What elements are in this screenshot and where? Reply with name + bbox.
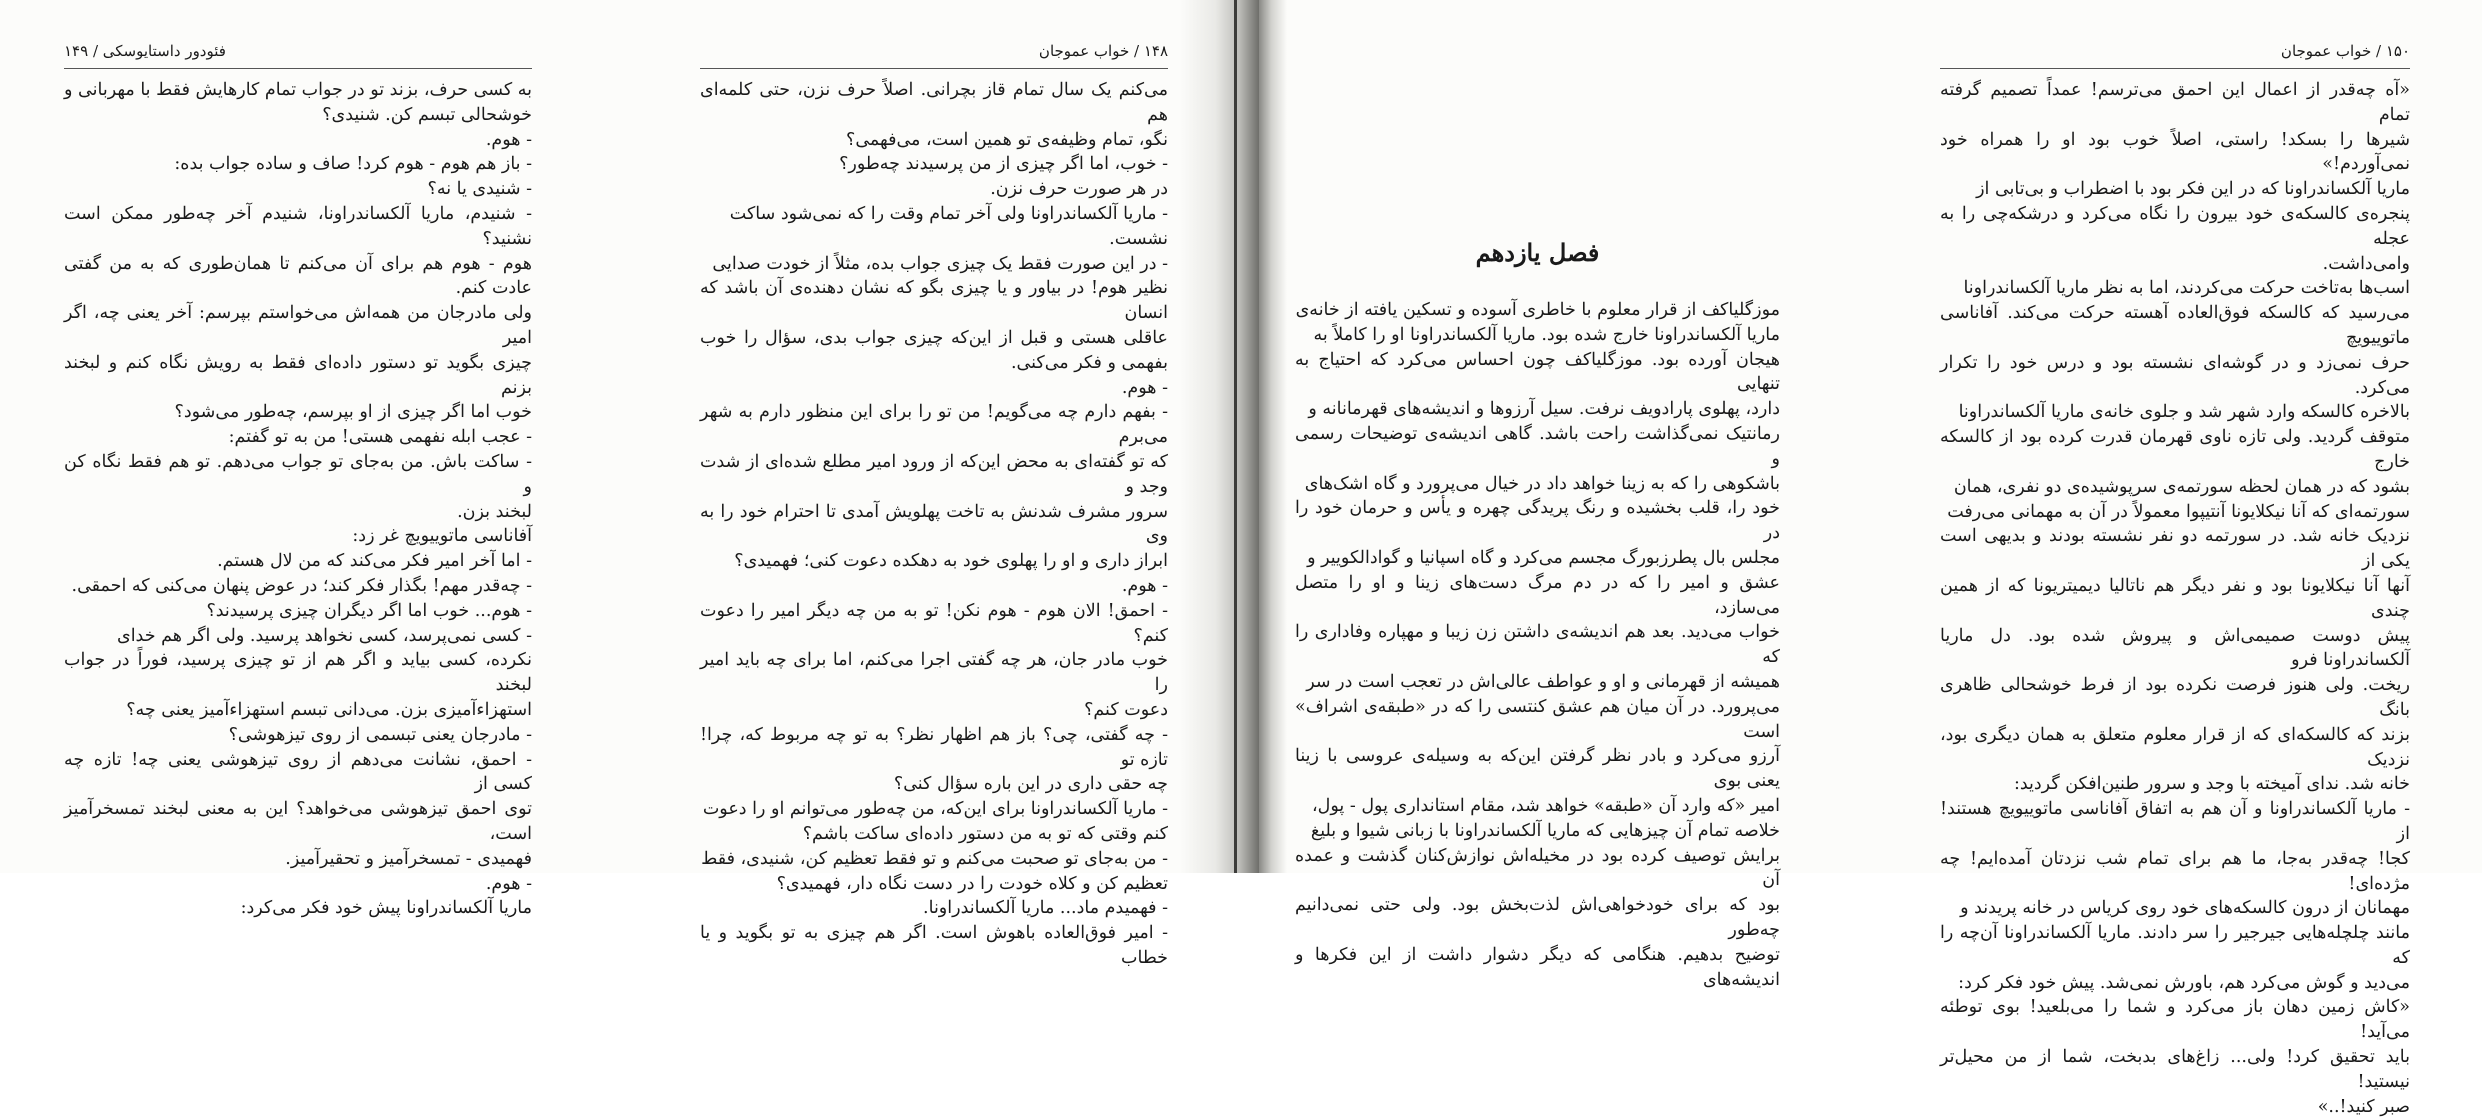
text-line: هوم - هوم هم برای آن می‌کنم تا همان‌طوری که به من گفتی عادت کنم.: [64, 253, 532, 299]
text-line: ماریا آلکساندراونا که در این فکر بود با اضطراب و بی‌تابی از: [1976, 179, 2410, 200]
text-line: - چه‌قدر مهم! بگذار فکر کند؛ در عوض پنهان می‌کنی که احمقی.: [71, 575, 532, 596]
text-line: مهمانان از درون کالسکه‌های خود روی کریاس در خانه پریدند و: [1960, 898, 2410, 919]
text-line: - هوم.: [485, 129, 532, 150]
text-line: آرزو می‌کرد و بادر نظر گرفتن این‌که به وسیله‌ی عروسی با زینا یعنی بوی: [1295, 746, 1780, 792]
text-line: در هر صورت حرف نزن.: [990, 179, 1168, 200]
text-line: - شنیدی یا نه؟: [427, 179, 532, 200]
text-line: خواب می‌دید. بعد هم اندیشه‌ی داشتن زن زیبا و مهپاره وفاداری را که: [1295, 622, 1780, 668]
text-line: نگو، تمام وظیفه‌ی تو همین است، می‌فهمی؟: [846, 129, 1168, 150]
page-gutter-shadow-right: [1259, 0, 1287, 873]
text-line: استهزاءآمیزی بزن. می‌دانی تبسم استهزاءآمیز یعنی چه؟: [126, 699, 532, 720]
text-line: - مادرجان یعنی تبسمی از روی تیزهوشی؟: [228, 724, 532, 745]
text-line: - ساکت باش. من به‌جای تو جواب می‌دهم. تو هم فقط نگاه کن و: [64, 451, 532, 497]
text-line: آفاناسی ماتوییویچ غر زد:: [352, 526, 532, 547]
text-line: می‌دید و گوش می‌کرد هم، باورش نمی‌شد. پیش خود فکر کرد:: [1958, 972, 2410, 993]
text-line: نکرده، کسی بیاید و اگر هم از تو چیزی پرسید، فوراً در جواب لبخند: [64, 650, 532, 696]
text-line: بشود که در همان لحظه سورتمه‌ی سرپوشیده‌ی دو نفری، همان: [1953, 476, 2410, 497]
text-line: ریخت. ولی هنوز فرصت نکرده بود از فرط خوشحالی ظاهری بانگ: [1940, 675, 2410, 720]
text-line: باشکوهی را که به زینا خواهد داد در خیال می‌پرورد و گاه اشک‌های: [1304, 473, 1780, 494]
text-line: سرور مشرف شدنش به تاخت پهلویش آمدی تا احترام خود را به وی: [700, 501, 1168, 547]
page-header: [1940, 38, 2410, 69]
text-line: - خوب، اما اگر چیزی از من پرسیدند چه‌طور؟: [839, 154, 1168, 175]
text-line: نظیر هوم! در بیاور و یا چیزی بگو که نشان دهنده‌ی آن باشد که انسان: [700, 278, 1168, 324]
text-line: - چه گفتی، چی؟ باز هم اظهار نظر؟ به تو چه مربوط که، چرا! تازه تو: [700, 724, 1168, 770]
page-gutter-shadow-left: [1180, 0, 1259, 873]
text-line: بزند که کالسکه‌ای که از قرار معلوم متعلق به همان دیگری بود، نزدیک: [1940, 724, 2410, 770]
text-line: پنجره‌ی کالسکه‌ی خود بیرون را نگاه می‌کرد و درشکه‌چی را به عجله: [1940, 203, 2410, 249]
text-line: برایش توصیف کرده بود در مخیله‌اش نوازش‌کنان گذشت و عمده آن: [1295, 845, 1780, 891]
text-line: ولی مادرجان من همه‌اش می‌خواستم بپرسم: آخر یعنی چه، اگر امیر: [64, 303, 532, 348]
text-line: خلاصه تمام آن چیزهایی که ماریا آلکساندراونا با زبانی شیوا و بلیغ: [1310, 820, 1780, 841]
text-line: - هوم.: [1121, 377, 1168, 398]
text-line: - هوم.: [1121, 575, 1168, 596]
chapter-page: [1295, 38, 1780, 990]
text-line: سورتمه‌ای که آنا نیکلایونا آنتیپوا معمولاً در آن به مهمانی می‌رفت: [1947, 501, 2410, 522]
text-line: ابراز داری و او را پهلوی خود به دهکده دعوت کنی؛ فهمیدی؟: [734, 551, 1168, 572]
text-line: که تو گفته‌ای به محض این‌که از ورود امیر مطلع شده‌ای از شدت وجد و: [700, 451, 1168, 497]
text-line: آنها آنا نیکلایونا بود و نفر دیگر هم ناتالیا دیمیتریونا که از همین چندی: [1940, 575, 2410, 621]
text-line: - امیر فوق‌العاده باهوش است. اگر هم چیزی به تو بگوید و یا خطاب: [700, 923, 1168, 968]
text-line: تعظیم کن و کلاه خودت را در دست نگاه دار، فهمیدی؟: [776, 873, 1168, 894]
text-line: - فهمیدم ماد... ماریا آلکساندراونا.: [923, 898, 1168, 919]
text-line: مجلس بال پطرزبورگ مجسم می‌کرد و گاه اسپانیا و گوادالکوییر و: [1307, 547, 1780, 568]
text-line: دارد، پهلوی پارادویف نرفت. سیل آرزوها و اندیشه‌های قهرمانانه و: [1308, 399, 1780, 420]
text-line: پیش دوست صمیمی‌اش و پیروش شده بود. دل ماریا آلکساندراونا فرو: [1940, 625, 2410, 671]
text-line: باید تحقیق کرد! ولی... زاغ‌های بدبخت، شما از من محیل‌تر نیستید!: [1940, 1047, 2410, 1092]
text-line: چیزی بگوید تو دستور داده‌ای فقط به رویش نگاه کنم و لبخند بزنم: [64, 352, 532, 398]
running-header: فئودور داستایوسکی / ۱۴۹: [64, 42, 226, 60]
text-line: - هوم... خوب اما اگر دیگران چیزی پرسیدند؟: [206, 600, 532, 621]
text-line: لبخند بزن.: [457, 501, 532, 522]
text-line: خوب اما اگر چیزی از او بپرسم، چه‌طور می‌شود؟: [174, 402, 532, 423]
text-line: می‌پرورد. در آن میان هم عشق کنتسی را که در «طبقه‌ی اشراف» است: [1295, 696, 1780, 742]
page-149: [64, 38, 532, 919]
text-line: اسب‌ها به‌تاخت حرکت می‌کردند، اما به نظر ماریا آلکساندراونا: [1963, 278, 2410, 299]
text-line: - احمق، نشانت می‌دهم از روی تیزهوشی یعنی چه! تازه چه کسی از: [64, 749, 532, 795]
text-line: هیجان آورده بود. موزگلیاکف چون احساس می‌کرد که احتیاج به تنهایی: [1295, 349, 1780, 395]
text-line: عشق و امیر را که در دم مرگ دست‌های زینا و او را متصل می‌سازد،: [1295, 572, 1780, 618]
text-line: - در این صورت فقط یک چیزی جواب بده، مثلاً از خودت صدایی: [712, 253, 1168, 274]
text-line: چه حقی داری در این باره سؤال کنی؟: [893, 774, 1168, 795]
page-text: [1940, 78, 2410, 1119]
text-line: متوقف گردید. ولی تازه ناوی قهرمان قدرت کرده بود از کالسکه خارج: [1940, 427, 2410, 472]
running-header: ۱۵۰ / خواب عموجان: [2280, 42, 2410, 60]
text-line: خوب مادر جان، هر چه گفتی اجرا می‌کنم، اما برای چه باید امیر را: [700, 650, 1168, 696]
text-line: خانه شد. ندای آمیخته با وجد و سرور طنین‌افکن گردید:: [2013, 774, 2410, 795]
text-line: کجا! چه‌قدر به‌جا، ما هم برای تمام شب نزدتان آمده‌ایم! چه مژده‌ای!: [1940, 848, 2410, 894]
text-line: توضیح بدهیم. هنگامی که دیگر دشوار داشت از این فکرها و اندیشه‌های: [1295, 944, 1780, 990]
page-text: [1295, 298, 1780, 992]
text-line: «آه چه‌قدر از اعمال این احمق می‌ترسم! عمداً تصمیم گرفته تمام: [1940, 80, 2410, 125]
text-line: - هوم.: [485, 873, 532, 894]
page-text: [700, 78, 1168, 971]
text-line: - بفهم دارم چه می‌گویم! من تو را برای این منظور دارم به شهر می‌برم: [700, 402, 1168, 448]
text-line: - ماریا آلکساندراونا برای این‌که، من چه‌طور می‌توانم او را دعوت: [702, 799, 1168, 820]
text-line: کنم وقتی که تو به من دستور داده‌ای ساکت باشم؟: [802, 823, 1168, 844]
text-line: مانند چلچله‌هایی جیرجیر را سر دادند. ماریا آلکساندراونا آن‌چه را که: [1940, 923, 2410, 968]
text-line: - ماریا آلکساندراونا و آن هم به اتفاق آفاناسی ماتوییویچ هستند! از: [1940, 799, 2410, 844]
running-header: ۱۴۸ / خواب عموجان: [1038, 42, 1168, 60]
text-line: - شنیدم، ماریا آلکساندراونا، شنیدم آخر چه‌طور ممکن است نشنید؟: [64, 203, 532, 249]
text-line: - اما آخر امیر فکر می‌کند که من لال هستم.: [217, 551, 532, 572]
text-line: ماریا آلکساندراونا خارج شده بود. ماریا آلکساندراونا او را کاملاً به: [1313, 324, 1780, 345]
page-text: [64, 78, 532, 921]
text-line: - احمق! الان هوم - هوم نکن! تو به من چه دیگر امیر را دعوت کنم؟: [700, 600, 1168, 646]
text-line: وامی‌داشت.: [2322, 253, 2410, 274]
text-line: صبر کنید!..»: [2317, 1096, 2410, 1117]
page-148: [700, 38, 1168, 968]
text-line: - ماریا آلکساندراونا ولی آخر تمام وقت را که نمی‌شود ساکت: [729, 203, 1168, 224]
text-line: عاقلی هستی و قبل از این‌که چیزی جواب بدی، سؤال را خوب بفهمی و فکر می‌کنی.: [700, 327, 1168, 373]
text-line: شیرها را بسکد! راستی، اصلاً خوب بود او را همراه خود نمی‌آوردم!»: [1940, 129, 2410, 175]
text-line: - کسی نمی‌پرسد، کسی نخواهد پرسید. ولی اگر هم خدای: [117, 625, 532, 646]
text-line: می‌کنم یک سال تمام قاز بچرانی. اصلاً حرف نزن، حتی کلمه‌ای هم: [700, 80, 1168, 125]
page-header: [64, 38, 532, 69]
text-line: همیشه از قهرمانی و او و عواطف عالی‌اش در تعجب است در سر: [1306, 671, 1780, 692]
text-line: خود را، قلب بخشیده و رنگ پریدگی چهره و یأس و حرمان خود را در: [1295, 498, 1780, 544]
page-150: [1940, 38, 2410, 1117]
spread-divider: [1234, 0, 1237, 873]
text-line: رمانتیک نمی‌گذاشت راحت باشد. گاهی اندیشه‌ی توضیحات رسمی و: [1295, 423, 1780, 469]
text-line: موزگلیاکف از قرار معلوم با خاطری آسوده و تسکین یافته از خانه‌ی: [1295, 300, 1780, 320]
text-line: نشست.: [1109, 228, 1168, 249]
text-line: امیر «که وارد آن «طبقه» خواهد شد، مقام استانداری پول - پول،: [1312, 795, 1780, 816]
page-header: [700, 38, 1168, 69]
text-line: ماریا آلکساندراونا پیش خود فکر می‌کرد:: [240, 898, 532, 919]
text-line: حرف نمی‌زد و در گوشه‌ای نشسته بود و درس خود را تکرار می‌کرد.: [1940, 352, 2410, 398]
text-line: بود که برای خودخواهی‌اش لذت‌بخش بود. ولی حتی نمی‌دانیم چه‌طور: [1295, 895, 1780, 940]
text-line: به کسی حرف، بزند تو در جواب تمام کارهایش فقط با مهربانی و: [64, 80, 532, 100]
text-line: - عجب ابله نفهمی هستی! من به تو گفتم:: [228, 427, 532, 448]
text-line: می‌رسید که کالسکه فوق‌العاده آهسته حرکت می‌کند. آفاناسی ماتوییویچ: [1940, 303, 2410, 348]
text-line: توی احمق تیزهوشی می‌خواهد؟ این به معنی لبخند تمسخرآمیز است،: [64, 799, 532, 844]
chapter-title: فصل یازدهم: [1475, 238, 1600, 267]
text-line: نزدیک خانه شد. در سورتمه دو نفر نشسته بودند و بدیهی است یکی از: [1940, 526, 2410, 572]
text-line: - من به‌جای تو صحبت می‌کنم و تو فقط تعظیم کن، شنیدی، فقط: [701, 848, 1168, 869]
text-line: - باز هم هوم - هوم کرد! صاف و ساده جواب بده:: [174, 154, 532, 175]
text-line: خوشحالی تبسم کن. شنیدی؟: [322, 104, 532, 125]
text-line: «کاش زمین دهان باز می‌کرد و شما را می‌بلعید! بوی توطئه می‌آید!: [1940, 997, 2410, 1043]
text-line: بالاخره کالسکه وارد شهر شد و جلوی خانه‌ی ماریا آلکساندراونا: [1958, 402, 2410, 423]
text-line: فهمیدی - تمسخرآمیز و تحقیرآمیز.: [285, 848, 532, 869]
text-line: دعوت کنم؟: [1084, 699, 1168, 720]
